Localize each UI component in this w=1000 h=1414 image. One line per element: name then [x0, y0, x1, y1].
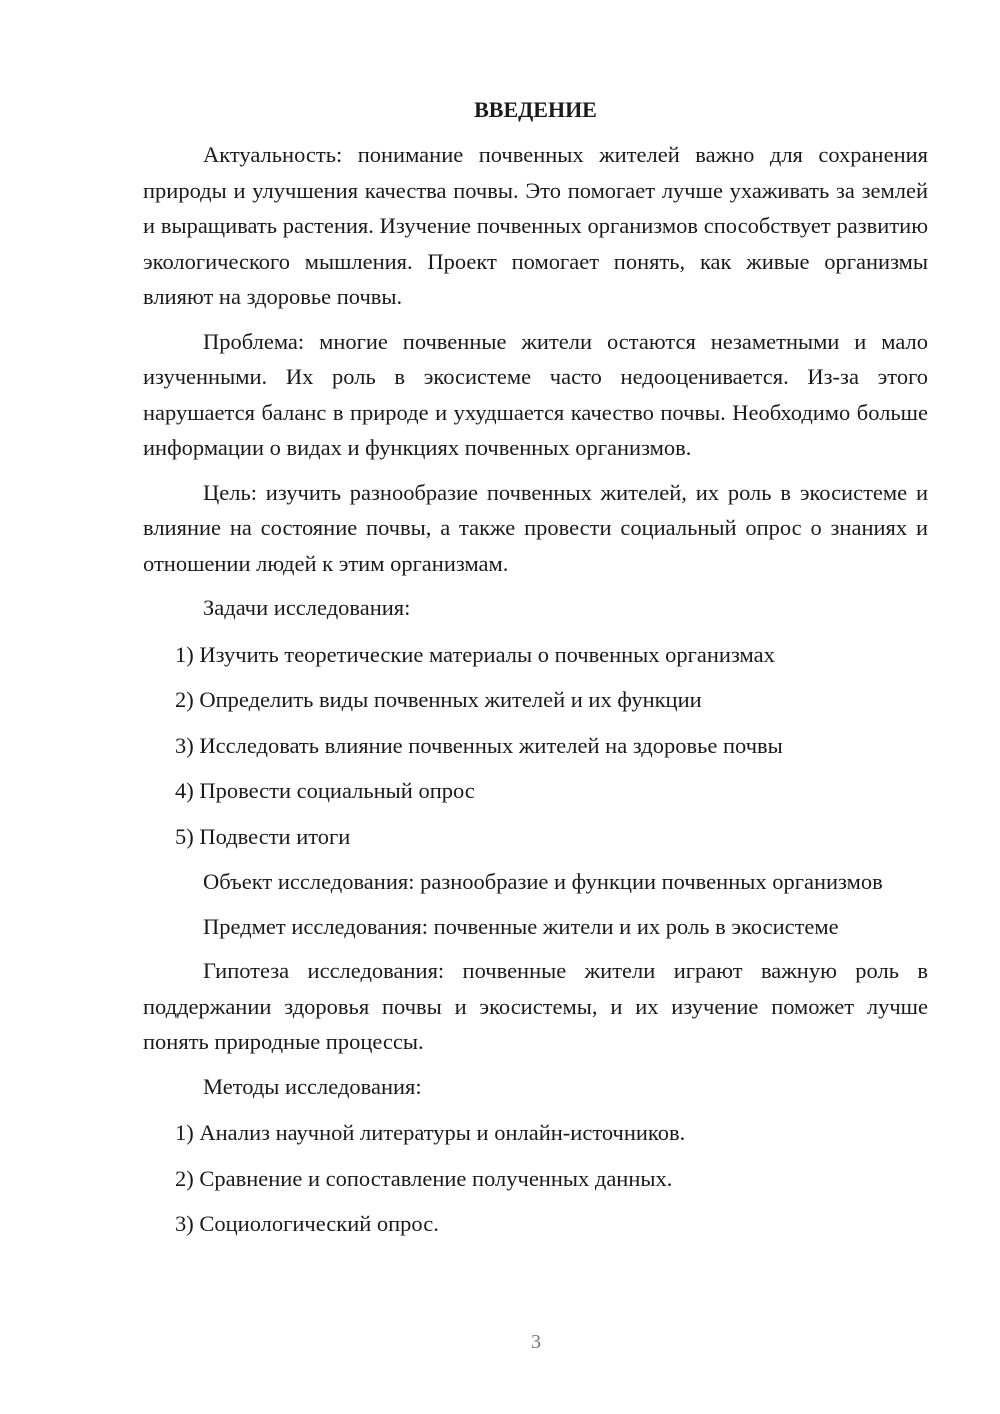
tasks-list	[143, 637, 928, 855]
method-item: 2) Сравнение и сопоставление полученных данных.	[175, 1165, 673, 1191]
subject-paragraph: Предмет исследования: почвенные жители и их роль в экосистеме	[203, 913, 839, 939]
task-item: 1) Изучить теоретические материалы о почвенных организмах	[175, 641, 775, 667]
hypothesis-paragraph: Гипотеза исследования: почвенные жители играют важную роль в поддержании здоровья почвы и экосистемы, и их изучение поможет лучше понять природные процессы.	[143, 958, 928, 1054]
relevance-paragraph: Актуальность: понимание почвенных жителей важно для сохранения природы и улучшения качества почвы. Это помогает лучше ухаживать за землей и выращивать растения. Изучение почвенных организмов способствует развитию экологического мышления. Проект помогает понять, как живые организмы влияют на здоровье почвы.	[143, 142, 928, 309]
methods-list	[143, 1115, 928, 1242]
task-item: 2) Определить виды почвенных жителей и их функции	[175, 687, 702, 712]
problem-paragraph: Проблема: многие почвенные жители остаются незаметными и мало изученными. Их роль в экосистеме часто недооценивается. Из-за этого нарушается баланс в природе и ухудшается качество почвы. Необходимо больше информации о видах и функциях почвенных организмов.	[143, 328, 928, 460]
object-paragraph: Объект исследования: разнообразие и функции почвенных организмов	[203, 869, 883, 894]
method-item: 1) Анализ научной литературы и онлайн-источников.	[175, 1120, 686, 1145]
page-content	[143, 94, 928, 1252]
task-item: 5) Подвести итоги	[175, 823, 351, 849]
goal-paragraph: Цель: изучить разнообразие почвенных жителей, их роль в экосистеме и влияние на состояние почвы, а также провести социальный опрос о знаниях и отношении людей к этим организмам.	[143, 479, 928, 576]
tasks-label: Задачи исследования:	[203, 595, 411, 620]
method-item: 3) Социологический опрос.	[175, 1211, 439, 1236]
page-number: 3	[531, 1331, 541, 1353]
methods-label: Методы исследования:	[203, 1073, 422, 1099]
task-item: 3) Исследовать влияние почвенных жителей на здоровье почвы	[175, 732, 783, 758]
section-heading: ВВЕДЕНИЕ	[474, 97, 597, 122]
task-item: 4) Провести социальный опрос	[175, 778, 475, 803]
